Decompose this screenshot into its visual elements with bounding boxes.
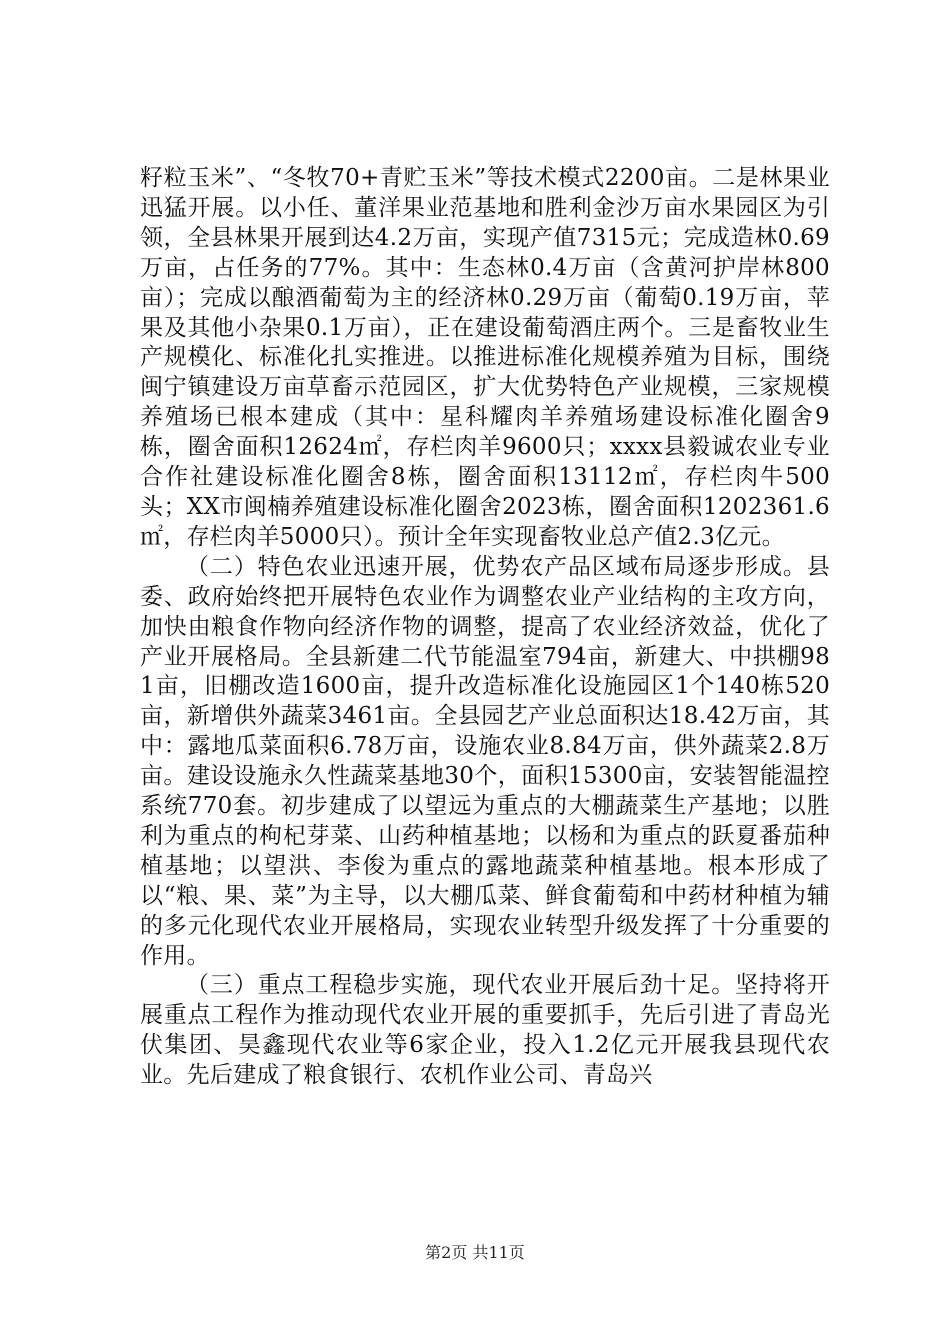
document-body <box>140 164 830 1091</box>
page-number-footer: 第2页 共11页 <box>425 1243 525 1262</box>
paragraph-special-agriculture: （二）特色农业迅速开展，优势农产品区域布局逐步形成。县委、政府始终把开展特色农业作为调整农业产业结构的主攻方向，加快由粮食作物向经济作物的调整，提高了农业经济效益，优化了产业开展格局。全县新建二代节能温室794亩，新建大、中拱棚981亩，旧棚改造1600亩，提升改造标准化设施园区1个140栋520亩，新增供外蔬菜3461亩。全县园艺产业总面积达18.42万亩，其中：露地瓜菜面积6.78万亩，设施农业8.84万亩，供外蔬菜2.8万亩。建设设施永久性蔬菜基地30个，面积15300亩，安装智能温控系统770套。初步建成了以望远为重点的大棚蔬菜生产基地；以胜利为重点的枸杞芽菜、山药种植基地；以杨和为重点的跃夏番茄种植基地；以望洪、李俊为重点的露地蔬菜种植基地。根本形成了以“粮、果、菜”为主导，以大棚瓜菜、鲜食葡萄和中药材种植为辅的多元化现代农业开展格局，实现农业转型升级发挥了十分重要的作用。 <box>140 553 830 969</box>
paragraph-key-projects: （三）重点工程稳步实施，现代农业开展后劲十足。坚持将开展重点工程作为推动现代农业开展的重要抓手，先后引进了青岛光伏集团、昊鑫现代农业等6家企业，投入1.2亿元开展我县现代农业。先后建成了粮食银行、农机作业公司、青岛兴 <box>140 972 830 1089</box>
paragraph-livestock: 籽粒玉米”、“冬牧70+青贮玉米”等技术模式2200亩。二是林果业迅猛开展。以小任、董洋果业范基地和胜利金沙万亩水果园区为引领，全县林果开展到达4.2万亩，实现产值7315元；完成造林0.69万亩，占任务的77%。其中：生态林0.4万亩（含黄河护岸林800亩）；完成以酿酒葡萄为主的经济林0.29万亩（葡萄0.19万亩，苹果及其他小杂果0.1万亩），正在建设葡萄酒庄两个。三是畜牧业生产规模化、标准化扎实推进。以推进标准化规模养殖为目标，围绕闽宁镇建设万亩草畜示范园区，扩大优势特色产业规模，三家规模养殖场已根本建成（其中：星科耀肉羊养殖场建设标准化圈舍9栋，圈舍面积12624㎡，存栏肉羊9600只；xxxx县毅诚农业专业合作社建设标准化圈舍8栋，圈舍面积13112㎡，存栏肉牛500头；XX市闽楠养殖建设标准化圈舍2023栋，圈舍面积1202361.6㎡，存栏肉羊5000只）。预计全年实现畜牧业总产值2.3亿元。 <box>140 165 830 550</box>
